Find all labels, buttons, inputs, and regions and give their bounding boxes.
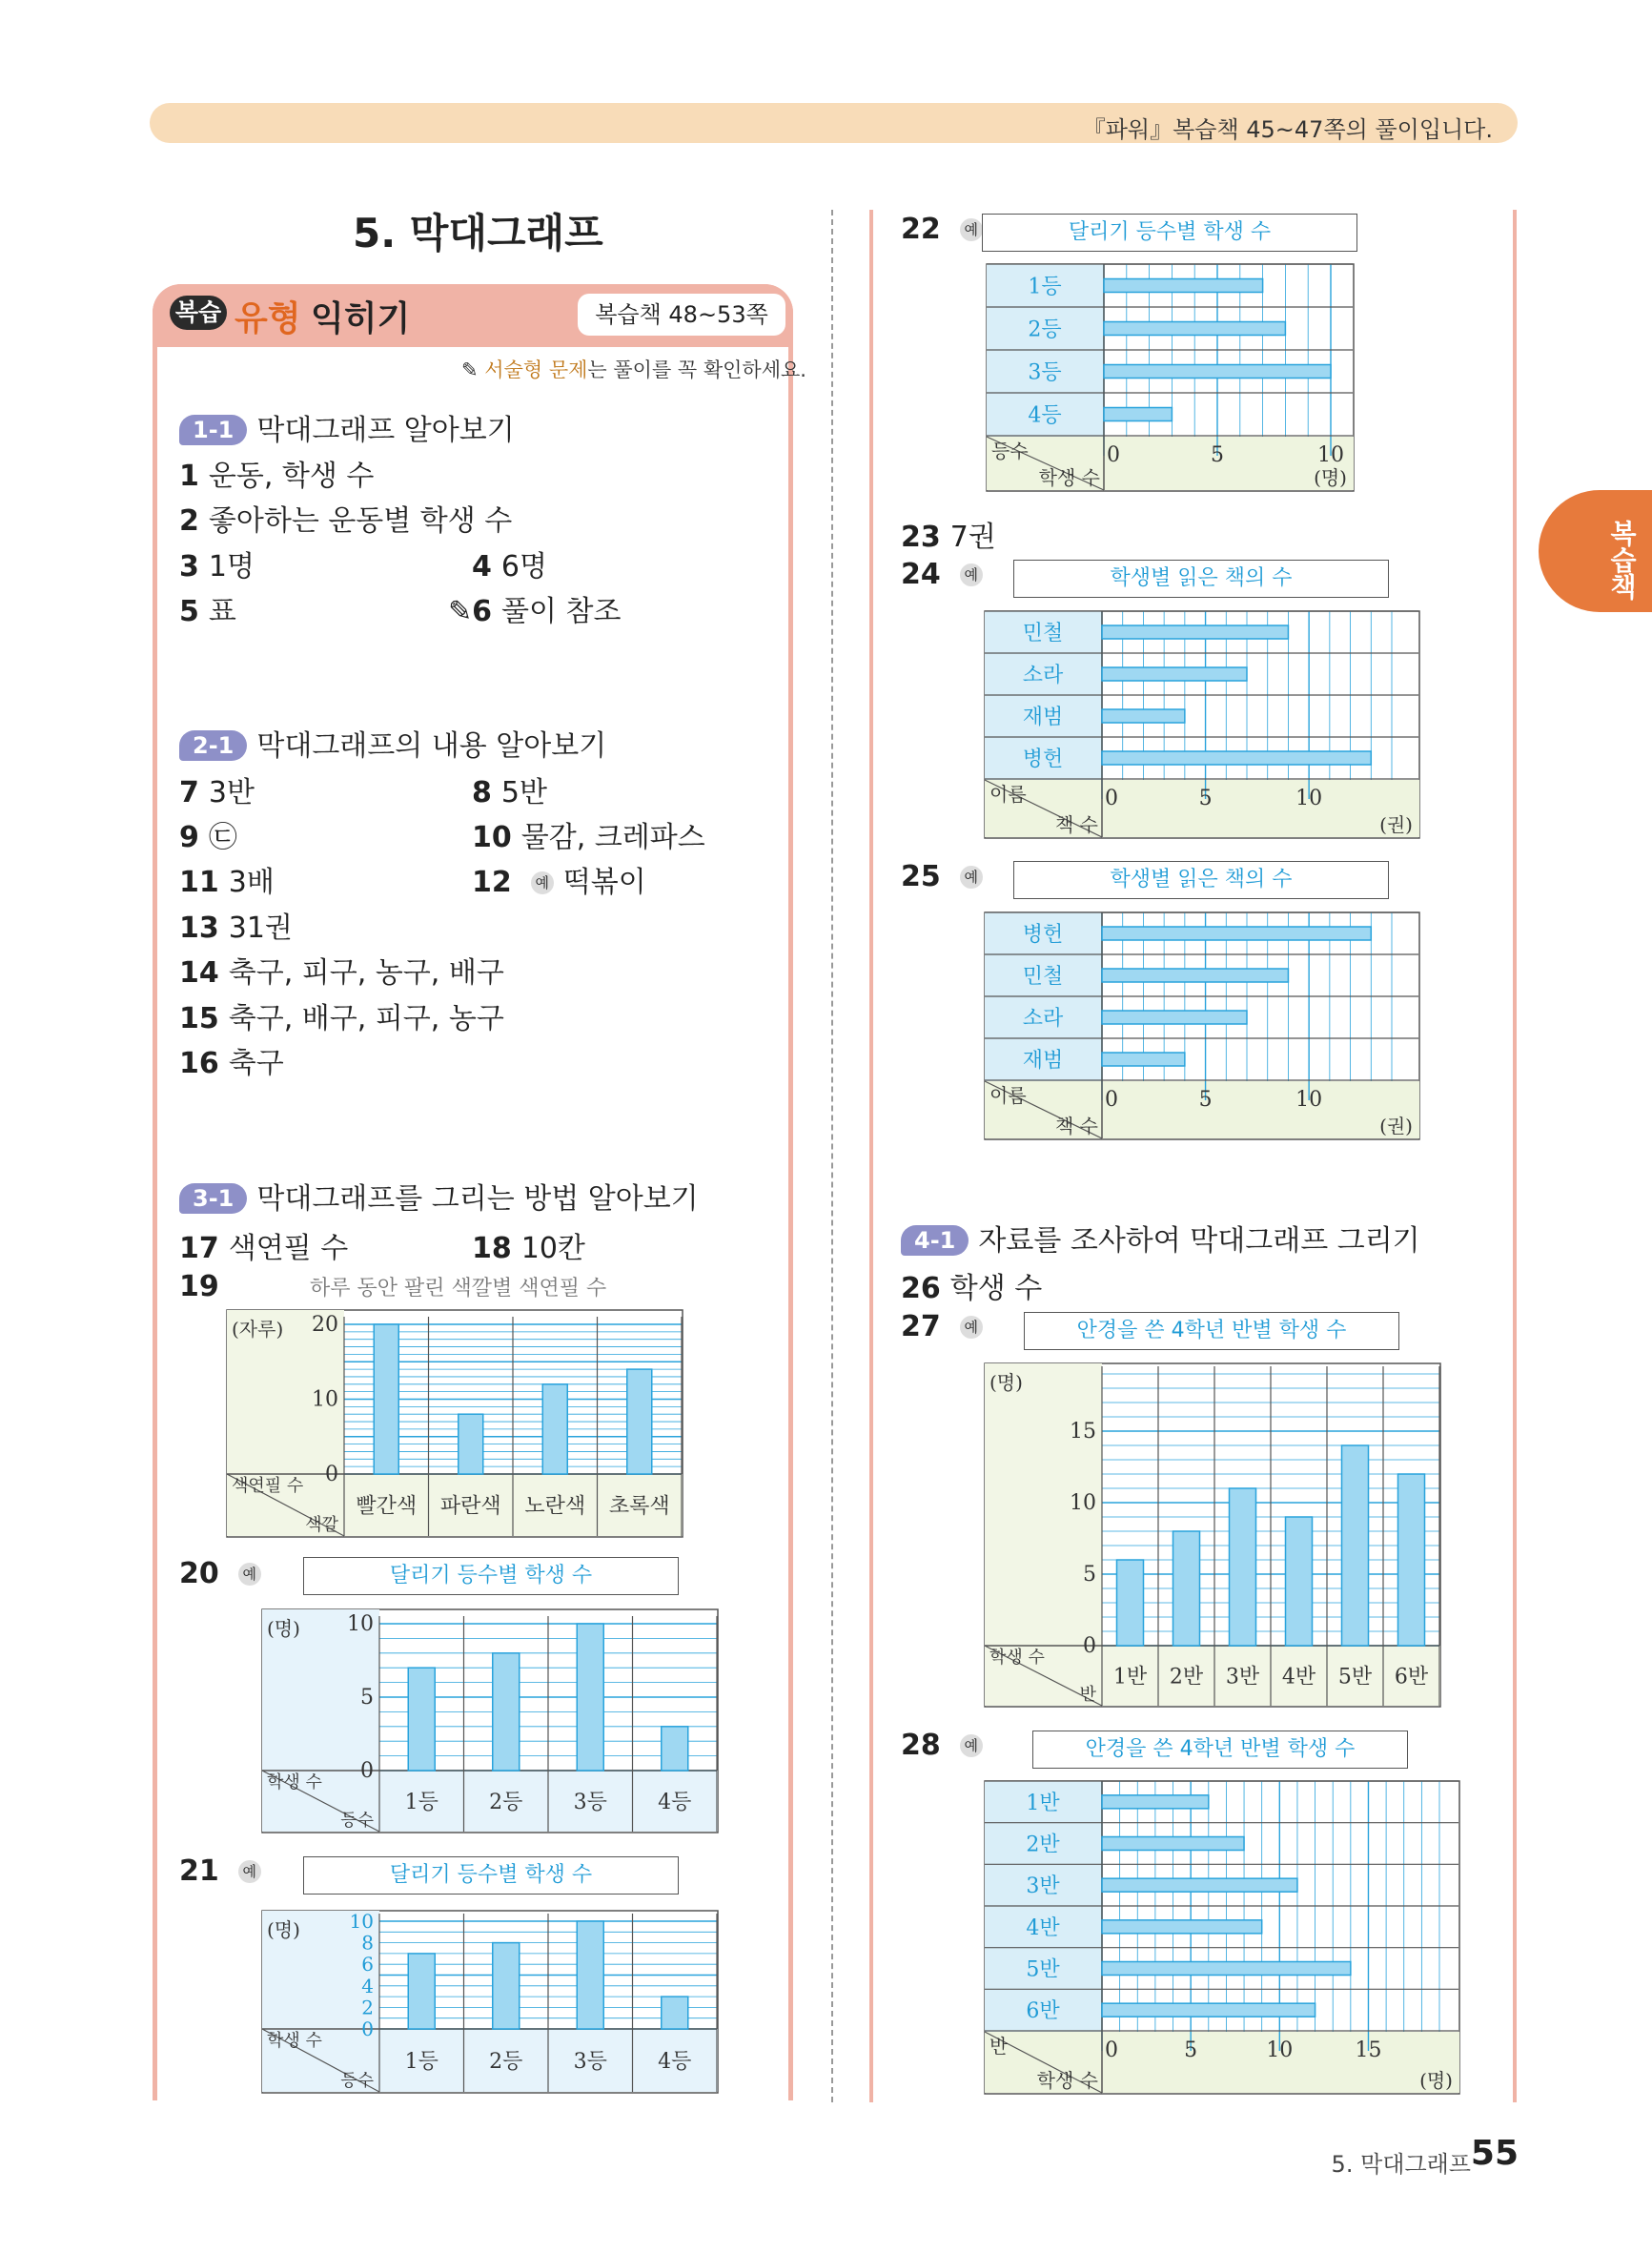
- x-axis-label: 등수: [340, 2071, 374, 2091]
- bar: [1104, 322, 1285, 336]
- y-tick-label: 5: [1083, 1563, 1096, 1587]
- x-tick-label: 5: [1211, 443, 1224, 467]
- answer-2: 2 좋아하는 운동별 학생 수: [179, 504, 513, 538]
- y-tick-label: 6: [361, 1953, 374, 1976]
- x-tick-label: 10: [1266, 2038, 1294, 2062]
- bar: [1102, 751, 1371, 765]
- example-badge: 예: [960, 866, 983, 889]
- chart-25-title: 학생별 읽은 책의 수: [1013, 861, 1389, 899]
- x-unit: (권): [1379, 1115, 1413, 1137]
- column-divider: [831, 210, 833, 2102]
- answer-10: 10 물감, 크레파스: [472, 821, 705, 854]
- answer-24: 24 예: [901, 558, 992, 591]
- x-axis-label: 색깔: [305, 1515, 338, 1535]
- y-axis-label: 학생 수: [989, 1648, 1045, 1668]
- section-2-1: [179, 722, 606, 764]
- category-label: 초록색: [608, 1494, 670, 1519]
- category-label: 1반: [1112, 1665, 1148, 1690]
- chart-20: [261, 1608, 719, 1833]
- section-badge: 4-1: [901, 1225, 969, 1256]
- essay-note-text: 는 풀이를 꼭 확인하세요.: [587, 358, 806, 381]
- x-tick-label: 10: [1295, 1088, 1323, 1112]
- x-axis-label: 책 수: [1055, 1115, 1098, 1137]
- bar: [1102, 1053, 1185, 1066]
- bar: [1102, 1962, 1351, 1976]
- example-badge: 예: [960, 1316, 983, 1339]
- section-3-1: [179, 1175, 699, 1217]
- x-axis-label: 반: [1079, 1685, 1096, 1705]
- bar: [662, 1727, 688, 1771]
- x-tick-label: 10: [1295, 787, 1323, 810]
- y-unit: (자루): [232, 1318, 284, 1341]
- section-1-1: [179, 406, 515, 448]
- category-label: 2등: [489, 2050, 523, 2074]
- category-label: 민철: [1022, 622, 1064, 645]
- chart-22-title: 달리기 등수별 학생 수: [982, 214, 1357, 252]
- x-tick-label: 5: [1198, 1088, 1213, 1112]
- answer-16: 16 축구: [179, 1047, 284, 1080]
- category-label: 파란색: [439, 1494, 501, 1519]
- answer-9: 9 ㉢: [179, 821, 237, 854]
- x-tick-label: 0: [1107, 443, 1120, 467]
- category-label: 2등: [1028, 317, 1062, 342]
- section-title: 막대그래프 알아보기: [256, 414, 515, 447]
- y-tick-label: 4: [361, 1974, 374, 1997]
- bar: [1102, 2003, 1315, 2017]
- x-tick-label: 5: [1198, 787, 1213, 810]
- category-label: 재범: [1022, 1049, 1064, 1073]
- category-label: 재범: [1022, 706, 1064, 729]
- y-tick-label: 20: [312, 1313, 338, 1337]
- x-tick-label: 10: [1317, 443, 1344, 467]
- panel-title-type: 유형: [235, 299, 301, 338]
- example-badge: 예: [960, 218, 983, 241]
- section-title: 막대그래프의 내용 알아보기: [256, 729, 607, 763]
- answer-26: 26 학생 수: [901, 1272, 1043, 1305]
- bar: [493, 1653, 520, 1771]
- answer-27: 27 예: [901, 1310, 992, 1343]
- x-tick-label: 5: [1184, 2038, 1198, 2062]
- chapter-title: 5. 막대그래프: [353, 210, 603, 256]
- chart-27-title: 안경을 쓴 4학년 반별 학생 수: [1024, 1312, 1399, 1350]
- answer-20: 20 예: [179, 1557, 271, 1590]
- y-tick-label: 0: [325, 1463, 338, 1486]
- bar: [1104, 365, 1331, 379]
- category-label: 민철: [1022, 965, 1064, 989]
- pencil-icon: ✎: [448, 595, 473, 628]
- category-label: 6반: [1394, 1665, 1429, 1690]
- category-label: 2등: [489, 1791, 523, 1814]
- x-axis-label: 등수: [340, 1811, 374, 1831]
- answer-13: 13 31권: [179, 911, 293, 945]
- section-4-1: [901, 1217, 1420, 1259]
- bar: [1102, 969, 1288, 982]
- category-label: 4등: [658, 2050, 692, 2074]
- answer-19: 19: [179, 1270, 219, 1303]
- y-tick-label: 15: [1070, 1420, 1096, 1444]
- category-label: 소라: [1022, 664, 1064, 687]
- x-unit: (명): [1419, 2069, 1453, 2092]
- category-label: 5반: [1337, 1665, 1373, 1690]
- y-unit: (명): [267, 1918, 300, 1941]
- category-label: 6반: [1026, 1999, 1060, 2024]
- y-axis-label: 등수: [991, 440, 1029, 462]
- bar: [577, 1921, 603, 2029]
- chart-24-title: 학생별 읽은 책의 수: [1013, 560, 1389, 598]
- bar: [1102, 1920, 1262, 1934]
- answer-14: 14 축구, 피구, 농구, 배구: [179, 956, 504, 990]
- answer-4: 4 6명: [472, 550, 547, 584]
- y-tick-label: 8: [361, 1931, 374, 1955]
- section-badge: 2-1: [179, 730, 247, 761]
- y-axis-label: 이름: [989, 783, 1027, 806]
- answer-12: 12 예 떡볶이: [472, 866, 646, 899]
- answer-15: 15 축구, 배구, 피구, 농구: [179, 1002, 504, 1035]
- y-axis-label: 이름: [989, 1084, 1027, 1107]
- bar: [1102, 709, 1185, 723]
- category-label: 3등: [573, 1791, 607, 1814]
- x-axis-label: 책 수: [1055, 813, 1098, 836]
- bar: [1102, 625, 1288, 639]
- chart-22: [986, 263, 1355, 492]
- bar: [1102, 1011, 1247, 1024]
- x-axis-label: 학생 수: [1036, 2069, 1098, 2092]
- bar: [542, 1384, 567, 1474]
- category-label: 4등: [1028, 403, 1062, 428]
- category-label: 3등: [573, 2050, 607, 2074]
- example-badge: 예: [238, 1860, 261, 1883]
- bar: [1102, 667, 1247, 681]
- bar: [374, 1324, 398, 1474]
- category-label: 2반: [1169, 1665, 1204, 1690]
- panel-pages: 복습책 48~53쪽: [578, 294, 785, 336]
- example-badge: 예: [238, 1563, 261, 1586]
- category-label: 4반: [1281, 1665, 1316, 1690]
- bar: [1102, 1837, 1244, 1851]
- category-label: 4반: [1026, 1915, 1060, 1940]
- x-tick-label: 15: [1355, 2038, 1382, 2062]
- section-title: 막대그래프를 그리는 방법 알아보기: [256, 1182, 699, 1216]
- y-tick-label: 10: [312, 1387, 338, 1412]
- category-label: 빨간색: [356, 1494, 418, 1519]
- bar: [1102, 1795, 1209, 1809]
- y-tick-label: 2: [361, 1996, 374, 2019]
- chart-21-title: 달리기 등수별 학생 수: [303, 1856, 679, 1895]
- chart-28: [984, 1780, 1460, 2095]
- y-unit: (명): [989, 1371, 1023, 1394]
- answer-5: 5 표: [179, 595, 236, 628]
- category-label: 3등: [1028, 360, 1062, 385]
- bar: [459, 1414, 483, 1474]
- right-border-right: [1513, 210, 1517, 2102]
- bar: [1342, 1445, 1369, 1646]
- category-label: 5반: [1026, 1957, 1060, 1982]
- chart-27: [984, 1362, 1441, 1708]
- section-badge: 1-1: [179, 415, 247, 445]
- panel-title-practice: 익히기: [311, 299, 411, 338]
- answer-21: 21 예: [179, 1854, 271, 1888]
- side-tab: 복습책: [1539, 490, 1652, 612]
- section-badge: 3-1: [179, 1183, 247, 1214]
- chart-28-title: 안경을 쓴 4학년 반별 학생 수: [1032, 1731, 1408, 1769]
- bar: [1286, 1517, 1313, 1646]
- x-tick-label: 0: [1105, 1088, 1118, 1112]
- category-label: 1반: [1026, 1791, 1060, 1815]
- review-badge: 복습: [170, 296, 227, 330]
- example-badge: 예: [960, 563, 983, 586]
- essay-note: [461, 355, 806, 383]
- bar: [1104, 408, 1172, 421]
- category-label: 노란색: [524, 1494, 586, 1519]
- bar: [493, 1943, 520, 2029]
- answer-3: 3 1명: [179, 550, 255, 584]
- category-label: 3반: [1225, 1665, 1260, 1690]
- essay-note-highlight: 서술형 문제: [484, 358, 588, 381]
- x-unit: (명): [1314, 466, 1347, 489]
- bar: [1398, 1474, 1425, 1646]
- y-unit: (명): [267, 1617, 300, 1640]
- section-title: 자료를 조사하여 막대그래프 그리기: [978, 1224, 1420, 1258]
- y-axis-label: 학생 수: [267, 1772, 322, 1792]
- y-tick-label: 10: [1070, 1491, 1096, 1515]
- page-number: 55: [1470, 2134, 1519, 2173]
- category-label: 3반: [1026, 1874, 1060, 1899]
- chart-21: [261, 1910, 719, 2094]
- answer-8: 8 5반: [472, 776, 547, 809]
- y-tick-label: 0: [361, 2017, 374, 2040]
- category-label: 1등: [404, 2050, 438, 2074]
- y-tick-label: 0: [1083, 1634, 1096, 1658]
- example-badge: 예: [531, 871, 554, 894]
- chart-24: [984, 610, 1420, 839]
- x-tick-label: 0: [1105, 2038, 1118, 2062]
- answer-22: 22 예: [901, 213, 992, 246]
- header-note: 『파워』복습책 45~47쪽의 풀이입니다.: [1082, 116, 1493, 143]
- y-axis-label: 학생 수: [267, 2031, 322, 2051]
- category-label: 4등: [658, 1791, 692, 1814]
- answer-18: 18 10칸: [472, 1232, 585, 1265]
- bar: [1102, 1878, 1297, 1892]
- x-label-area: [985, 1646, 1440, 1706]
- chart-25: [984, 911, 1420, 1140]
- y-tick-label: 5: [360, 1686, 374, 1710]
- bar: [408, 1954, 435, 2029]
- category-label: 1등: [1028, 275, 1062, 299]
- answer-28: 28 예: [901, 1729, 992, 1762]
- x-axis-label: 학생 수: [1038, 466, 1100, 489]
- answer-1: 1 운동, 학생 수: [179, 460, 375, 493]
- chart-19: [226, 1309, 683, 1538]
- category-label: 병헌: [1022, 748, 1064, 771]
- bar: [662, 1997, 688, 2029]
- category-label: 병헌: [1022, 923, 1064, 947]
- answer-25: 25 예: [901, 860, 992, 893]
- y-tick-label: 0: [360, 1759, 374, 1783]
- chart-19-title: 하루 동안 팔린 색깔별 색연필 수: [310, 1277, 607, 1301]
- y-tick-label: 10: [349, 1910, 374, 1933]
- bar: [627, 1369, 652, 1474]
- bar: [1230, 1488, 1256, 1646]
- header-banner: [150, 103, 1518, 143]
- category-label: 소라: [1022, 1007, 1064, 1031]
- category-label: 2반: [1026, 1833, 1060, 1857]
- pencil-icon: ✎: [461, 358, 479, 381]
- chart-20-title: 달리기 등수별 학생 수: [303, 1557, 679, 1595]
- bar: [577, 1624, 603, 1771]
- y-axis-label: 색연필 수: [232, 1476, 304, 1496]
- bar: [1173, 1531, 1200, 1646]
- answer-6: ✎6 풀이 참조: [448, 595, 622, 628]
- bar: [1117, 1560, 1144, 1646]
- bar: [1102, 927, 1371, 940]
- bar: [1104, 279, 1263, 293]
- category-label: 1등: [404, 1791, 438, 1814]
- x-tick-label: 0: [1105, 787, 1118, 810]
- answer-17: 17 색연필 수: [179, 1232, 349, 1265]
- x-unit: (권): [1379, 813, 1413, 836]
- bar: [408, 1668, 435, 1771]
- answer-11: 11 3배: [179, 866, 275, 899]
- answer-7: 7 3반: [179, 776, 255, 809]
- y-axis-label: 반: [989, 2035, 1009, 2058]
- answer-23: 23 7권: [901, 521, 996, 554]
- example-badge: 예: [960, 1734, 983, 1757]
- footer-chapter: 5. 막대그래프: [1331, 2151, 1471, 2178]
- right-border-left: [869, 210, 873, 2102]
- y-tick-label: 10: [347, 1612, 374, 1636]
